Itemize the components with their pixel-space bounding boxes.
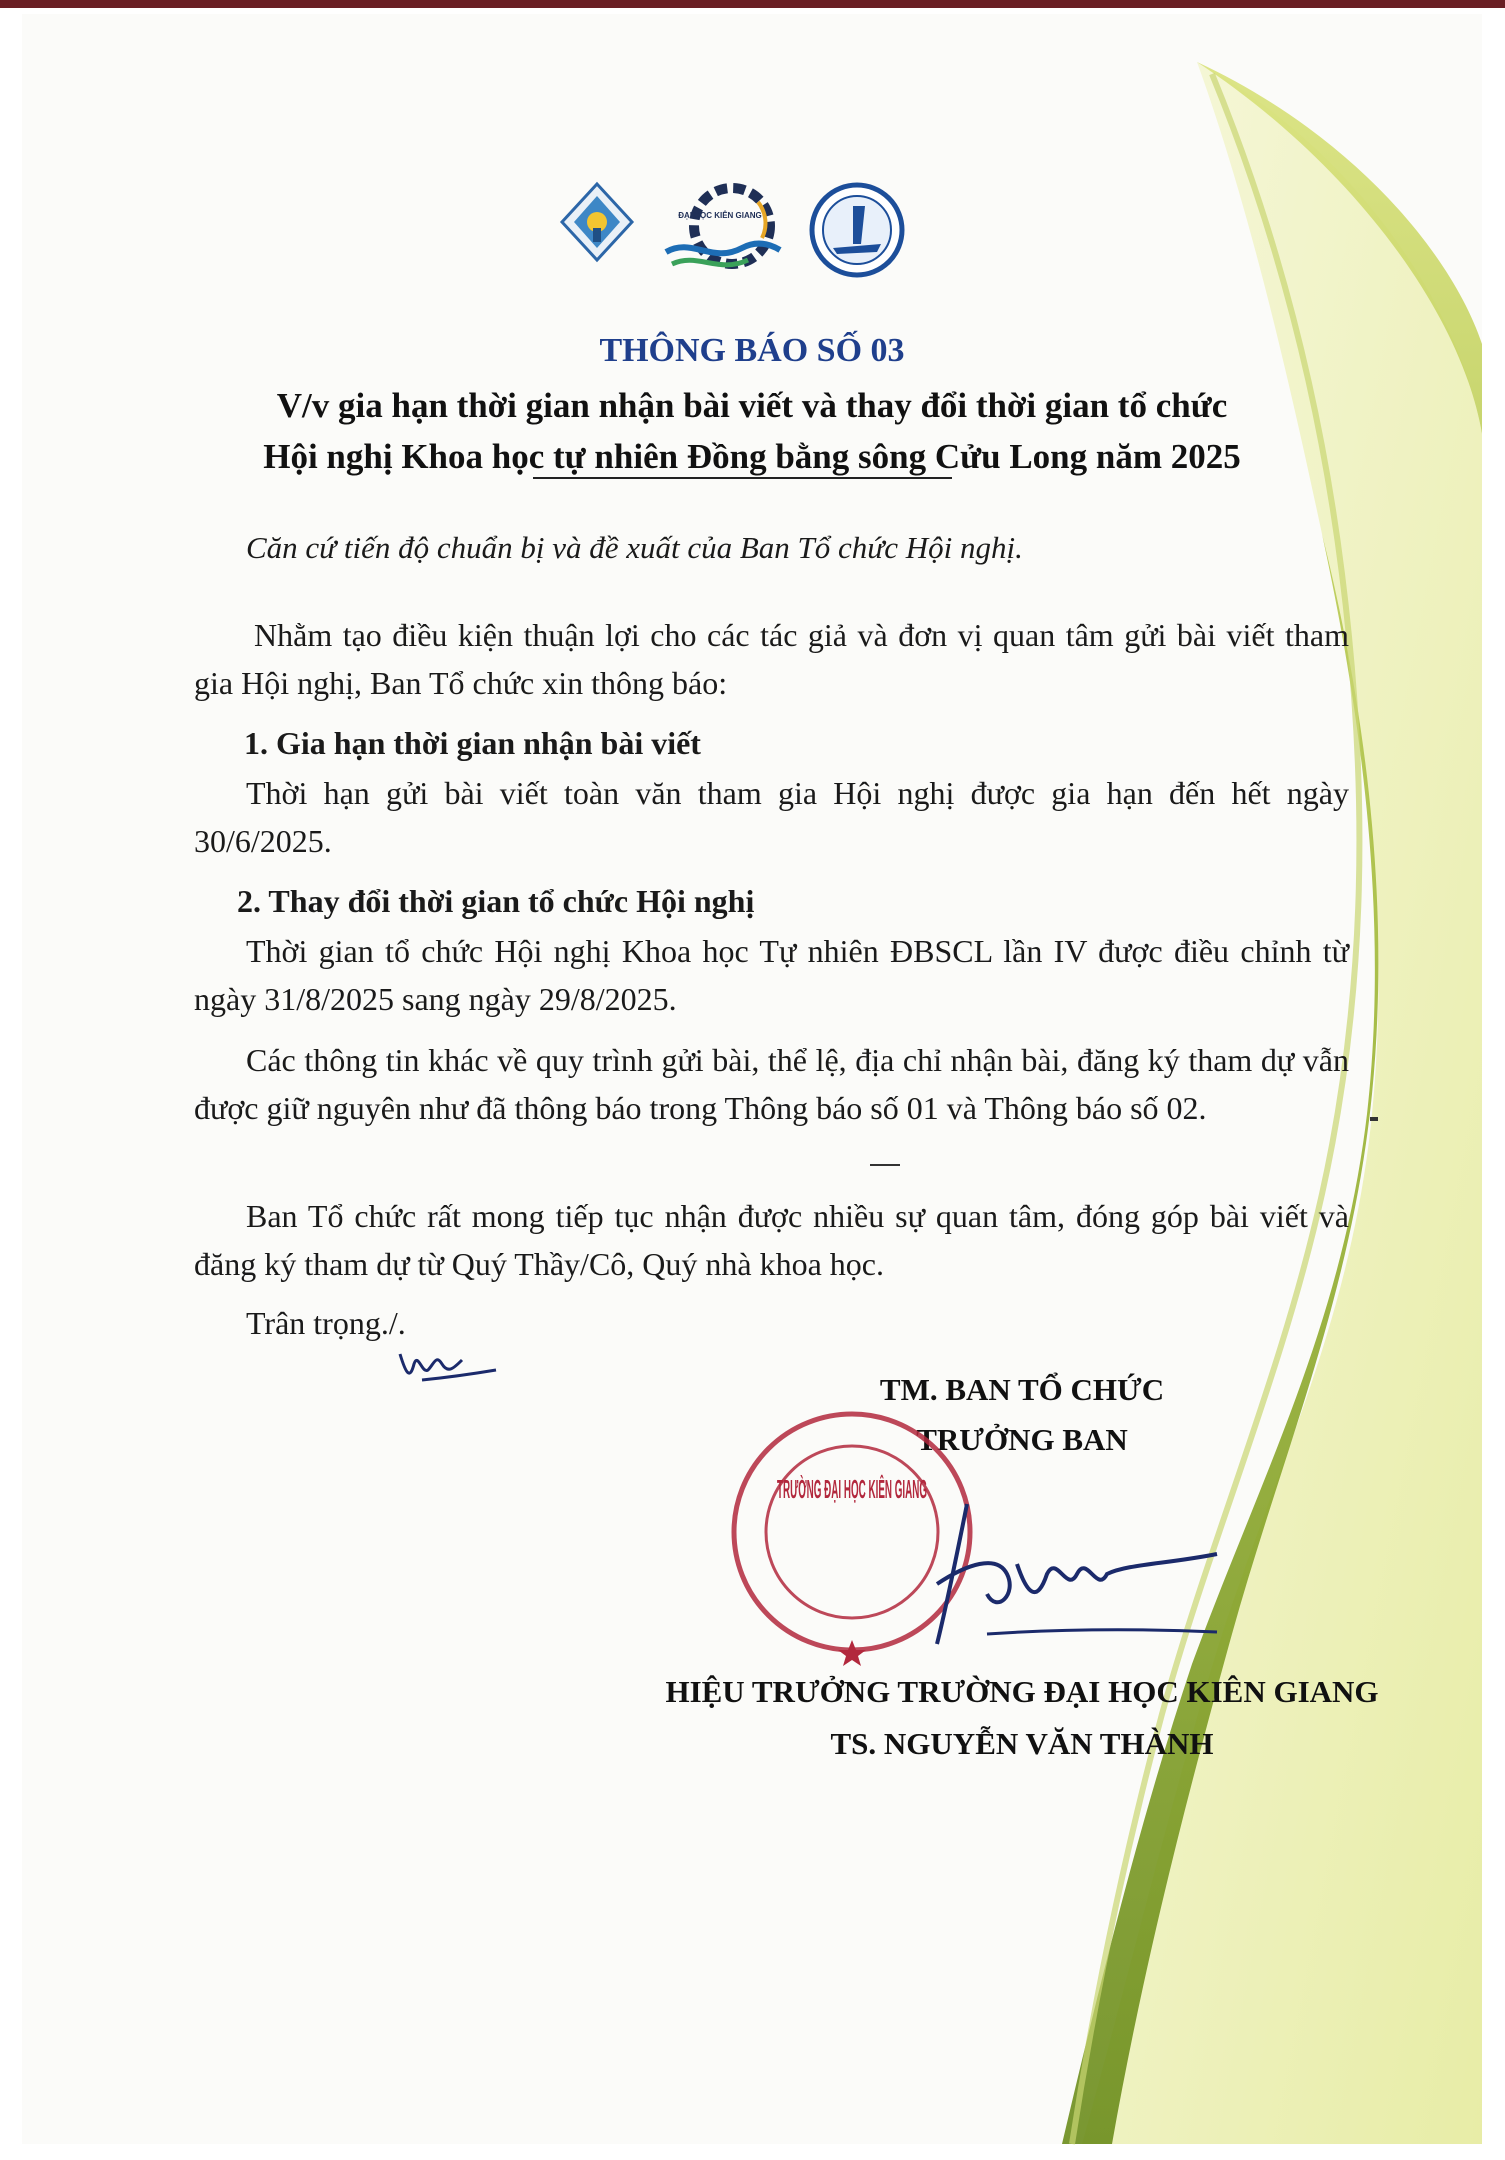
notice-subtitle-line1: V/v gia hạn thời gian nhận bài viết và thay đổi thời gian tổ chức (276, 386, 1228, 425)
kien-giang-university-logo-icon (662, 182, 782, 283)
notice-subtitle-line2: Hội nghị Khoa học tự nhiên Đồng bằng sông Cửu Long năm 2025 (263, 437, 1241, 476)
header-divider (533, 477, 952, 479)
signature-role-line: TRƯỞNG BAN (916, 1422, 1128, 1457)
signature-org-line: TM. BAN TỔ CHỨC (879, 1372, 1165, 1407)
basis-paragraph: Căn cứ tiến độ chuẩn bị và đề xuất của Ban Tổ chức Hội nghị. (246, 530, 1023, 565)
logo-university-text: ĐẠI HỌC KIÊN GIANG (678, 211, 762, 220)
signature-title-line: HIỆU TRƯỞNG TRƯỜNG ĐẠI HỌC KIÊN GIANG (665, 1674, 1379, 1709)
signature-name-line: TS. NGUYỄN VĂN THÀNH (830, 1726, 1214, 1761)
regards-line: Trân trọng./. (246, 1305, 406, 1341)
section2-text: Thời gian tổ chức Hội nghị Khoa học Tự nhiên ĐBSCL lần IV được điều chỉnh từ ngày 31/8/2025 sang ngày 29/8/2025. (194, 933, 1349, 1017)
initials-handwriting (392, 1334, 502, 1394)
other-info-paragraph: Các thông tin khác về quy trình gửi bài, thể lệ, địa chỉ nhận bài, đăng ký tham dự vẫn được giữ nguyên như đã thông báo trong Thông báo số 01 và Thông báo số 02. (194, 1042, 1349, 1126)
intro-paragraph: Nhằm tạo điều kiện thuận lợi cho các tác giả và đơn vị quan tâm gửi bài viết tham gia Hội nghị, Ban Tổ chức xin thông báo: (194, 617, 1349, 701)
section1-text: Thời hạn gửi bài viết toàn văn tham gia Hội nghị được gia hạn đến hết ngày 30/6/2025. (194, 775, 1349, 859)
notice-title: THÔNG BÁO SỐ 03 (599, 332, 905, 369)
stray-mark (870, 1164, 900, 1166)
stamp-text: TRƯỜNG ĐẠI HỌC KIÊN GIANG (777, 1474, 927, 1504)
institute-emblem-icon (560, 182, 634, 267)
top-border (0, 0, 1505, 8)
mekong-society-emblem-icon (809, 182, 905, 283)
section2-heading: 2. Thay đổi thời gian tổ chức Hội nghị (237, 883, 755, 919)
handwritten-signature (927, 1494, 1227, 1654)
closing-paragraph: Ban Tổ chức rất mong tiếp tục nhận được nhiều sự quan tâm, đóng góp bài viết và đăng ký tham dự từ Quý Thầy/Cô, Quý nhà khoa học. (194, 1198, 1349, 1282)
logo-row (22, 182, 1482, 292)
section1-heading: 1. Gia hạn thời gian nhận bài viết (244, 725, 701, 761)
document-page (22, 14, 1482, 2144)
stray-dot (1370, 1117, 1378, 1121)
